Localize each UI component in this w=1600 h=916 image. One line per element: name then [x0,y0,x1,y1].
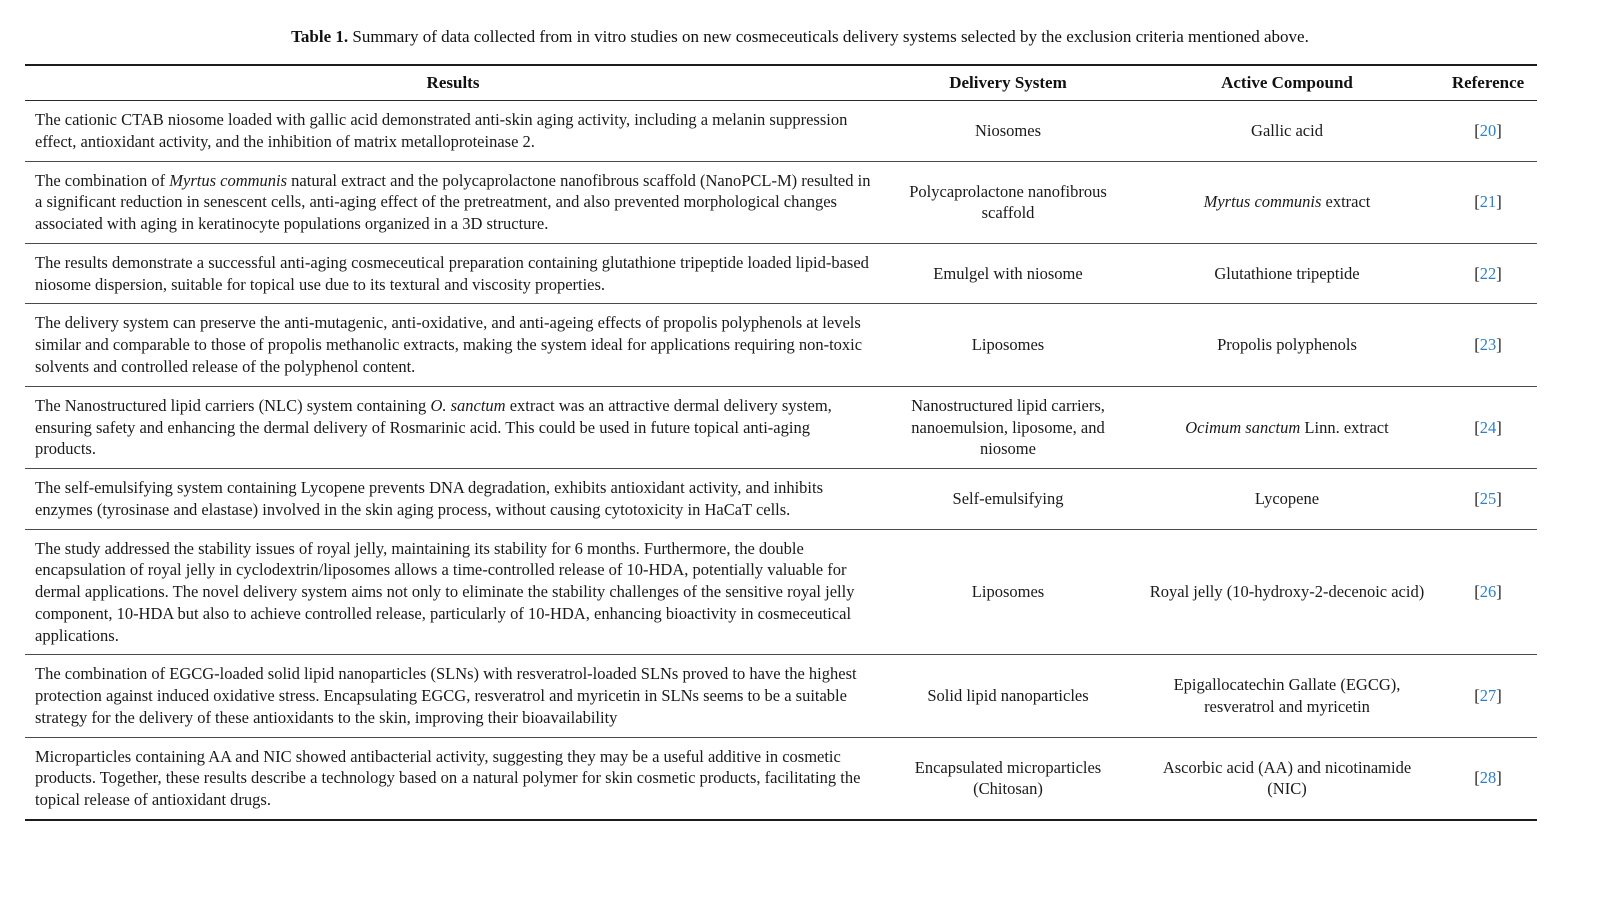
cell-text: Polycaprolactone nanofibrous scaffold [909,181,1107,223]
reference-cell: [21] [1474,192,1502,212]
delivery-system-cell [881,737,1135,820]
citation-link[interactable]: 22 [1479,263,1497,283]
citation-link[interactable]: 26 [1479,582,1497,602]
delivery-system-cell [881,304,1135,386]
reference-cell: [24] [1474,417,1502,437]
citation-link[interactable]: 21 [1479,192,1497,212]
results-cell [25,101,881,162]
results-cell [25,469,881,530]
results-cell [25,304,881,386]
species-name-italic: Ocimum sanctum [1185,417,1301,437]
table-caption-text: Summary of data collected from in vitro studies on new cosmeceuticals delivery systems selected by the exclusion criteria mentioned above. [352,27,1309,46]
cell-text: extract was an attractive dermal delivery system, ensuring safety and enhancing the dermal delivery of Rosmarinic acid. This could be used in future topical anti-aging products. [35,395,832,459]
results-cell [25,529,881,655]
cell-text: Encapsulated microparticles (Chitosan) [914,757,1102,799]
cell-text: The Nanostructured lipid carriers (NLC) system containing [35,395,431,415]
cell-text: Linn. extract [1300,417,1389,437]
cell-text: Lycopene [1254,488,1320,508]
reference-cell: [26] [1474,582,1502,602]
cell-text: Royal jelly (10-hydroxy-2-decenoic acid) [1149,582,1425,602]
active-compound-cell [1135,243,1439,304]
cell-text: The results demonstrate a successful anti-aging cosmeceutical preparation containing glutathione tripeptide loaded lipid-based niosome dispersion, suitable for topical use due to its textural and viscosity properties. [35,252,869,294]
cell-text: Niosomes [975,120,1041,140]
cell-text: extract [1321,192,1371,212]
species-name-italic: O. sanctum [430,395,506,415]
citation-link[interactable]: 23 [1479,335,1497,355]
results-cell [25,161,881,243]
reference-cell: [22] [1474,263,1502,283]
table-row [25,737,1537,820]
table-row [25,529,1537,655]
cell-text: The delivery system can preserve the anti-mutagenic, anti-oxidative, and anti-ageing effects of propolis polyphenols at levels similar and comparable to those of propolis methanolic extracts, making the system ideal for applications requiring non-toxic solvents and controlled release of the polyphenol content. [35,313,863,376]
table-row [25,469,1537,530]
table-caption [44,26,1556,48]
table-caption-label: Table 1. [291,27,349,46]
active-compound-cell [1135,386,1439,468]
header-delivery-system: Delivery System [949,73,1067,93]
cell-text: Ascorbic acid (AA) and nicotinamide (NIC) [1162,757,1412,799]
delivery-system-cell [881,243,1135,304]
reference-cell: [25] [1474,488,1502,508]
cell-text: Liposomes [971,335,1045,355]
cell-text: Epigallocatechin Gallate (EGCG), resveratrol and myricetin [1173,675,1401,717]
table-row [25,101,1537,162]
table-row [25,655,1537,737]
delivery-system-cell [881,529,1135,655]
header-results: Results [426,73,480,93]
citation-link[interactable]: 27 [1479,686,1497,706]
cell-text: Microparticles containing AA and NIC showed antibacterial activity, suggesting they may be a useful additive in cosmetic products. Together, these results describe a technology based on a natural polymer for skin cosmetic products, facilitating the topical release of antioxidant drugs. [35,746,861,810]
cell-text: The combination of EGCG-loaded solid lipid nanoparticles (SLNs) with resveratrol-loaded SLNs proved to have the highest protection against induced oxidative stress. Encapsulating EGCG, resveratrol and myricetin in SLNs seems to be a suitable strategy for the delivery of these antioxidants to the skin, improving their bioavailability [35,664,857,727]
delivery-system-cell [881,469,1135,530]
cell-text: natural extract and the polycaprolactone nanofibrous scaffold (NanoPCL-M) resulted in a significant reduction in senescent cells, anti-aging effect of the pretreatment, and also prevented morphological changes associated with aging in keratinocyte populations organized in a 3D structure. [35,170,871,234]
reference-cell: [20] [1474,120,1502,140]
citation-link[interactable]: 28 [1479,768,1497,788]
summary-table [25,64,1537,821]
active-compound-cell [1135,655,1439,737]
active-compound-cell [1135,304,1439,386]
table-row [25,386,1537,468]
reference-cell: [28] [1474,768,1502,788]
cell-text: The study addressed the stability issues of royal jelly, maintaining its stability for 6 months. Furthermore, the double encapsulation of royal jelly in cyclodextrin/liposomes allows a time-controlled release of 10-HDA, potentially valuable for dermal applications. The novel delivery system aims not only to eliminate the stability challenges of the sensitive royal jelly component, 10-HDA but also to achieve controlled release, particularly of 10-HDA, enhancing bioactivity in cosmeceutical applications. [35,538,855,645]
active-compound-cell [1135,469,1439,530]
active-compound-cell [1135,737,1439,820]
cell-text: Nanostructured lipid carriers, nanoemulsion, liposome, and niosome [911,395,1105,459]
results-cell [25,243,881,304]
table-row [25,304,1537,386]
active-compound-cell [1135,101,1439,162]
active-compound-cell [1135,529,1439,655]
cell-text: Gallic acid [1251,120,1323,140]
results-cell [25,655,881,737]
header-reference: Reference [1451,73,1525,93]
header-active-compound: Active Compound [1221,73,1353,93]
reference-cell: [27] [1474,686,1502,706]
cell-text: Solid lipid nanoparticles [927,686,1089,706]
reference-cell: [23] [1474,335,1502,355]
delivery-system-cell [881,101,1135,162]
species-name-italic: Myrtus communis [169,170,288,190]
header-row [25,65,1537,101]
citation-link[interactable]: 24 [1479,417,1497,437]
delivery-system-cell [881,161,1135,243]
cell-text: Glutathione tripeptide [1214,263,1360,283]
cell-text: The cationic CTAB niosome loaded with gallic acid demonstrated anti-skin aging activity, including a melanin suppression effect, antioxidant activity, and the inhibition of matrix metalloproteinase 2. [35,110,848,151]
delivery-system-cell [881,655,1135,737]
cell-text: Emulgel with niosome [933,263,1083,283]
cell-text: Liposomes [971,582,1045,602]
results-cell [25,386,881,468]
delivery-system-cell [881,386,1135,468]
results-cell [25,737,881,820]
species-name-italic: Myrtus communis [1203,192,1322,212]
cell-text: The self-emulsifying system containing Lycopene prevents DNA degradation, exhibits antioxidant activity, and inhibits enzymes (tyrosinase and elastase) involved in the skin aging process, without causing cytotoxicity in HaCaT cells. [35,478,824,519]
citation-link[interactable]: 25 [1479,488,1497,508]
cell-text: Propolis polyphenols [1217,335,1357,355]
table-row [25,243,1537,304]
cell-text: The combination of [35,170,170,190]
table-row [25,161,1537,243]
citation-link[interactable]: 20 [1479,120,1497,140]
active-compound-cell [1135,161,1439,243]
cell-text: Self-emulsifying [952,488,1064,508]
